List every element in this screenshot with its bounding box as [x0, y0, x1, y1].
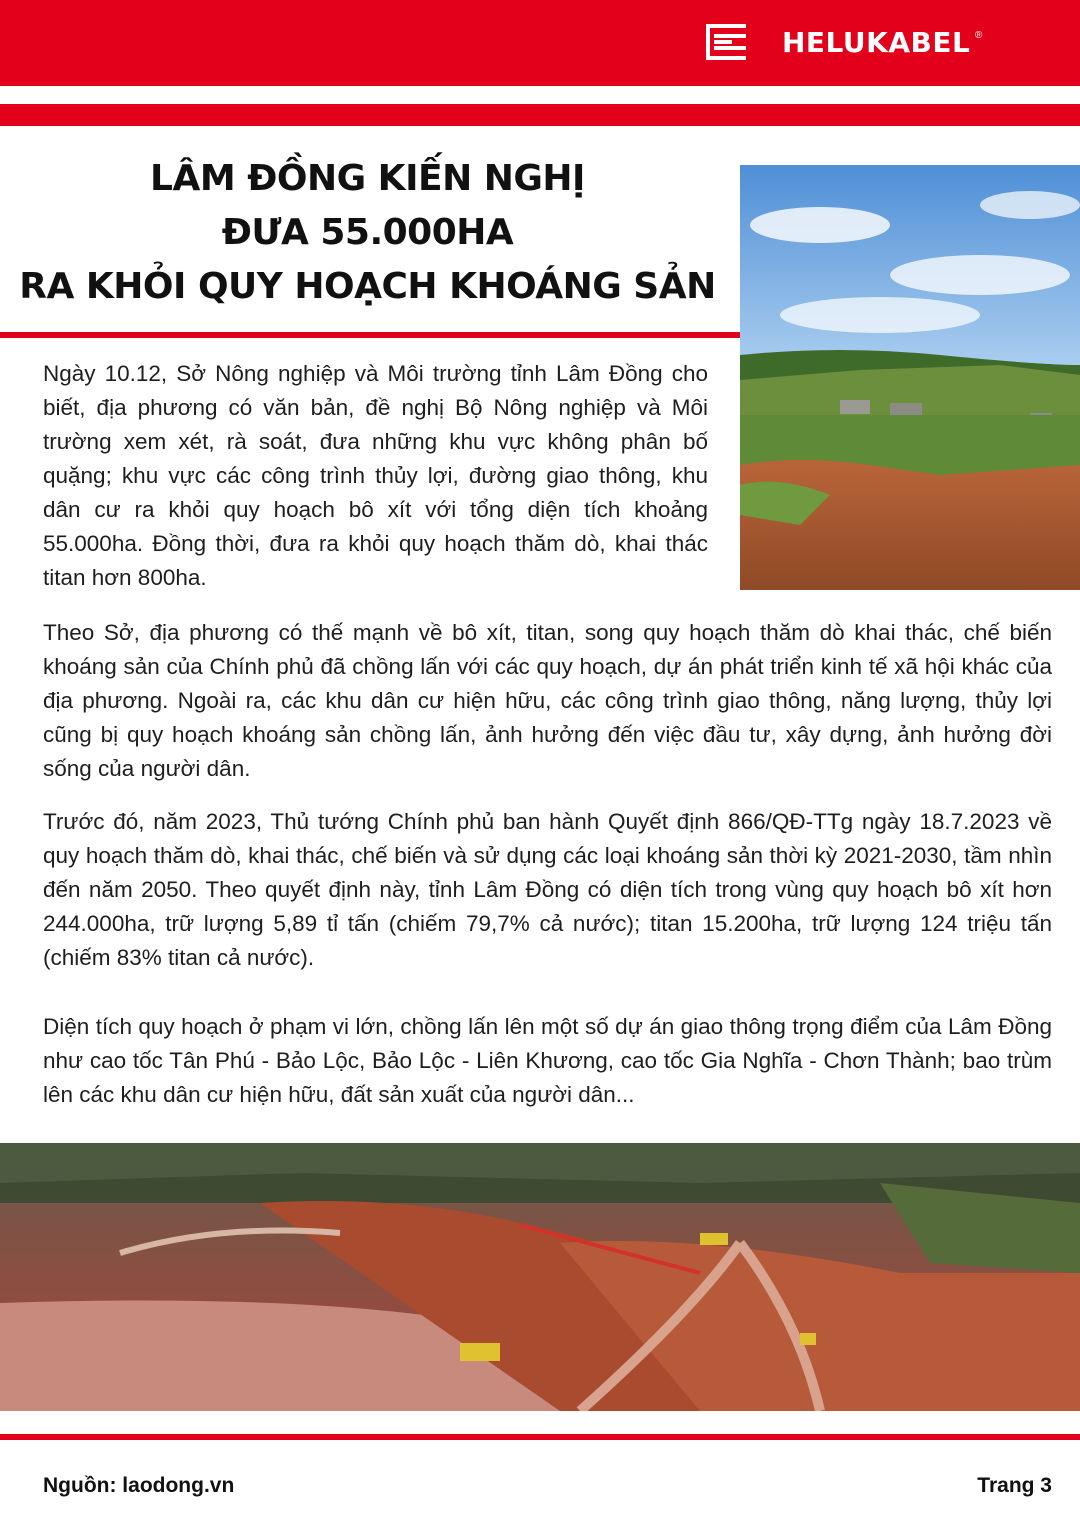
article-title	[10, 152, 725, 314]
mine-site-photo	[0, 1143, 1080, 1411]
source-credit: Nguồn: laodong.vn	[43, 1474, 235, 1497]
article-paragraph: Theo Sở, địa phương có thế mạnh về bô xít, titan, song quy hoạch thăm dò khai thác, chế biến khoáng sản của Chính phủ đã chồng lấn với các quy hoạch, dự án phát triển kinh tế xã hội khác của địa phương. Ngoài ra, các khu dân cư hiện hữu, các công trình giao thông, năng lượng, thủy lợi cũng bị quy hoạch khoáng sản chồng lấn, ảnh hưởng đến việc đầu tư, xây dựng, ảnh hưởng đời sống của người dân.	[43, 620, 1052, 781]
brand-logo	[706, 18, 983, 66]
brand-name: HELUKABEL	[782, 25, 971, 59]
helukabel-logo-icon	[706, 24, 746, 60]
title-line: LÂM ĐỒNG KIẾN NGHỊ	[150, 158, 585, 199]
article-paragraph: Diện tích quy hoạch ở phạm vi lớn, chồng lấn lên một số dự án giao thông trọng điểm của Lâm Đồng như cao tốc Tân Phú - Bảo Lộc, Bảo Lộc - Liên Khương, cao tốc Gia Nghĩa - Chơn Thành; bao trùm lên các khu dân cư hiện hữu, đất sản xuất của người dân...	[43, 1014, 1052, 1107]
farmland-photo-image	[740, 165, 1080, 590]
article-paragraph: Trước đó, năm 2023, Thủ tướng Chính phủ ban hành Quyết định 866/QĐ-TTg ngày 18.7.2023 về quy hoạch thăm dò, khai thác, chế biến và sử dụng các loại khoáng sản thời kỳ 2021-2030, tầm nhìn đến năm 2050. Theo quyết định này, tỉnh Lâm Đồng có diện tích trong vùng quy hoạch bô xít hơn 244.000ha, trữ lượng 5,89 tỉ tấn (chiếm 79,7% cả nước); titan 15.200ha, trữ lượng 124 triệu tấn (chiếm 83% titan cả nước).	[43, 809, 1052, 970]
title-line: RA KHỎI QUY HOẠCH KHOÁNG SẢN	[19, 266, 716, 307]
title-line: ĐƯA 55.000HA	[221, 212, 514, 253]
article-paragraph: Ngày 10.12, Sở Nông nghiệp và Môi trường tỉnh Lâm Đồng cho biết, địa phương có văn bản, đề nghị Bộ Nông nghiệp và Môi trường xem xét, rà soát, đưa những khu vực không phân bố quặng; khu vực các công trình thủy lợi, đường giao thông, khu dân cư ra khỏi quy hoạch bô xít với tổng diện tích khoảng 55.000ha. Đồng thời, đưa ra khỏi quy hoạch thăm dò, khai thác titan hơn 800ha.	[43, 361, 708, 590]
mine-site-photo-image	[0, 1143, 1080, 1411]
title-divider	[0, 332, 742, 338]
header-bar	[0, 0, 1080, 86]
footer-divider	[0, 1434, 1080, 1440]
page-number: Trang 3	[977, 1474, 1052, 1497]
farmland-photo	[740, 165, 1080, 590]
registered-mark: ®	[974, 29, 983, 41]
header-divider	[0, 104, 1080, 126]
